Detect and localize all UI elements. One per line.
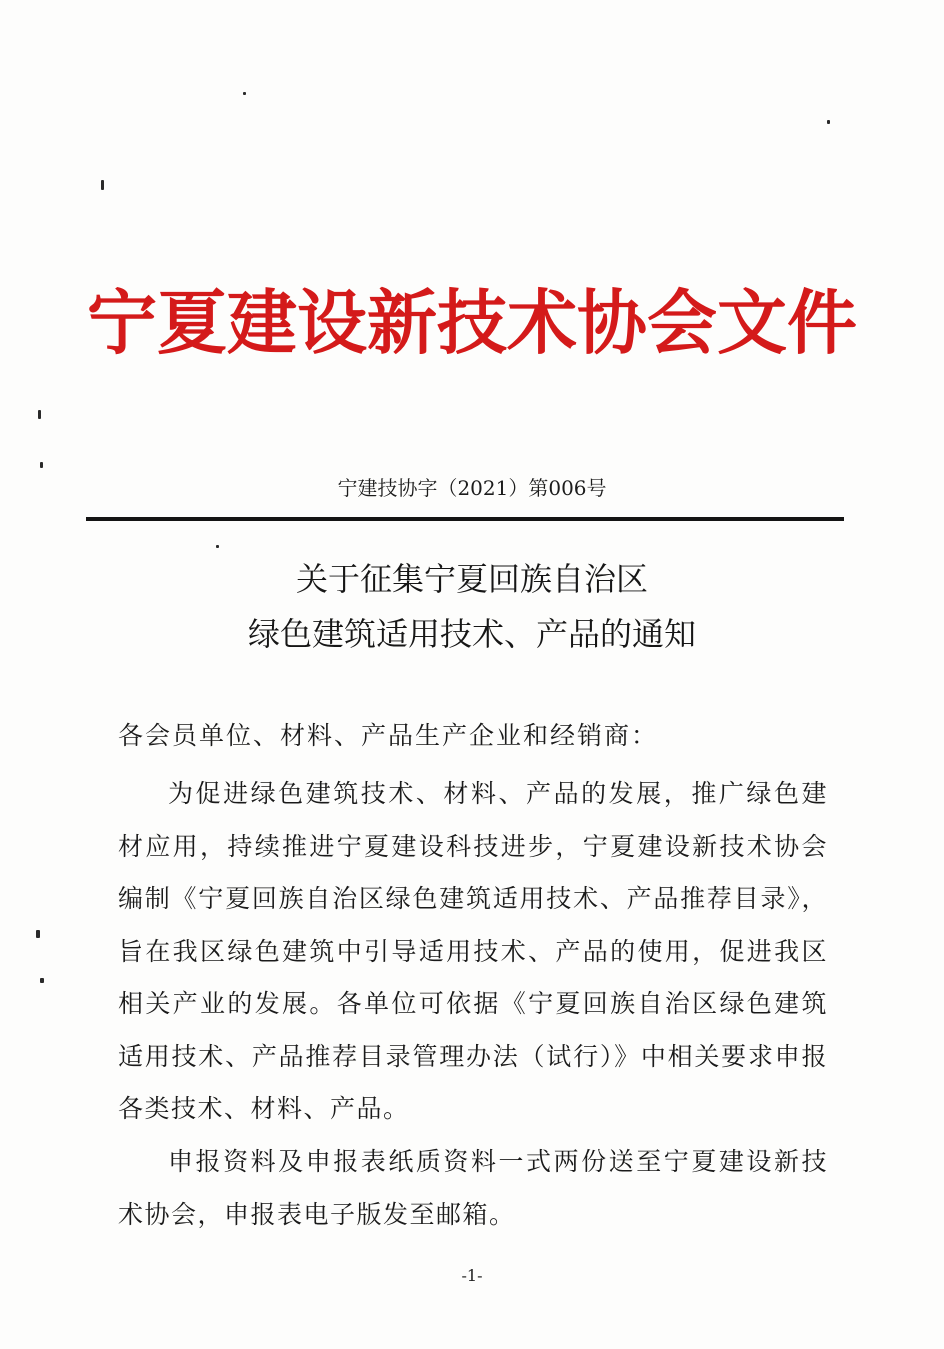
- body-paragraph-2: 申报资料及申报表纸质资料一式两份送至宁夏建设新技术协会，申报表电子版发至邮箱。: [118, 1147, 828, 1229]
- scan-speck: [40, 978, 44, 983]
- scan-speck: [38, 410, 41, 419]
- notice-title-line2: 绿色建筑适用技术、产品的通知: [247, 615, 696, 653]
- salutation: 各会员单位、材料、产品生产企业和经销商：: [118, 721, 659, 750]
- header-divider-rule: [86, 517, 844, 521]
- page-number: -1-: [461, 1266, 483, 1285]
- document-number: 宁建技协字（2021）第006号: [337, 476, 607, 500]
- scan-speck: [101, 180, 104, 190]
- scan-speck: [40, 462, 43, 468]
- scan-speck: [827, 120, 830, 124]
- body-paragraph-1: 为促进绿色建筑技术、材料、产品的发展，推广绿色建材应用，持续推进宁夏建设科技进步，宁夏建设新技术协会编制《宁夏回族自治区绿色建筑适用技术、产品推荐目录》，旨在我区绿色建筑中引导适用技术、产品的使用，促进我区相关产业的发展。各单位可依据《宁夏回族自治区绿色建筑适用技术、产品推荐目录管理办法（试行）》中相关要求申报各类技术、材料、产品。: [118, 779, 828, 1123]
- notice-title-line1: 关于征集宁夏回族自治区: [295, 560, 648, 598]
- scan-speck: [216, 545, 219, 548]
- scan-speck: [243, 92, 246, 95]
- issuer-header-title: 宁夏建设新技术协会文件: [87, 281, 857, 364]
- scan-speck: [36, 930, 40, 938]
